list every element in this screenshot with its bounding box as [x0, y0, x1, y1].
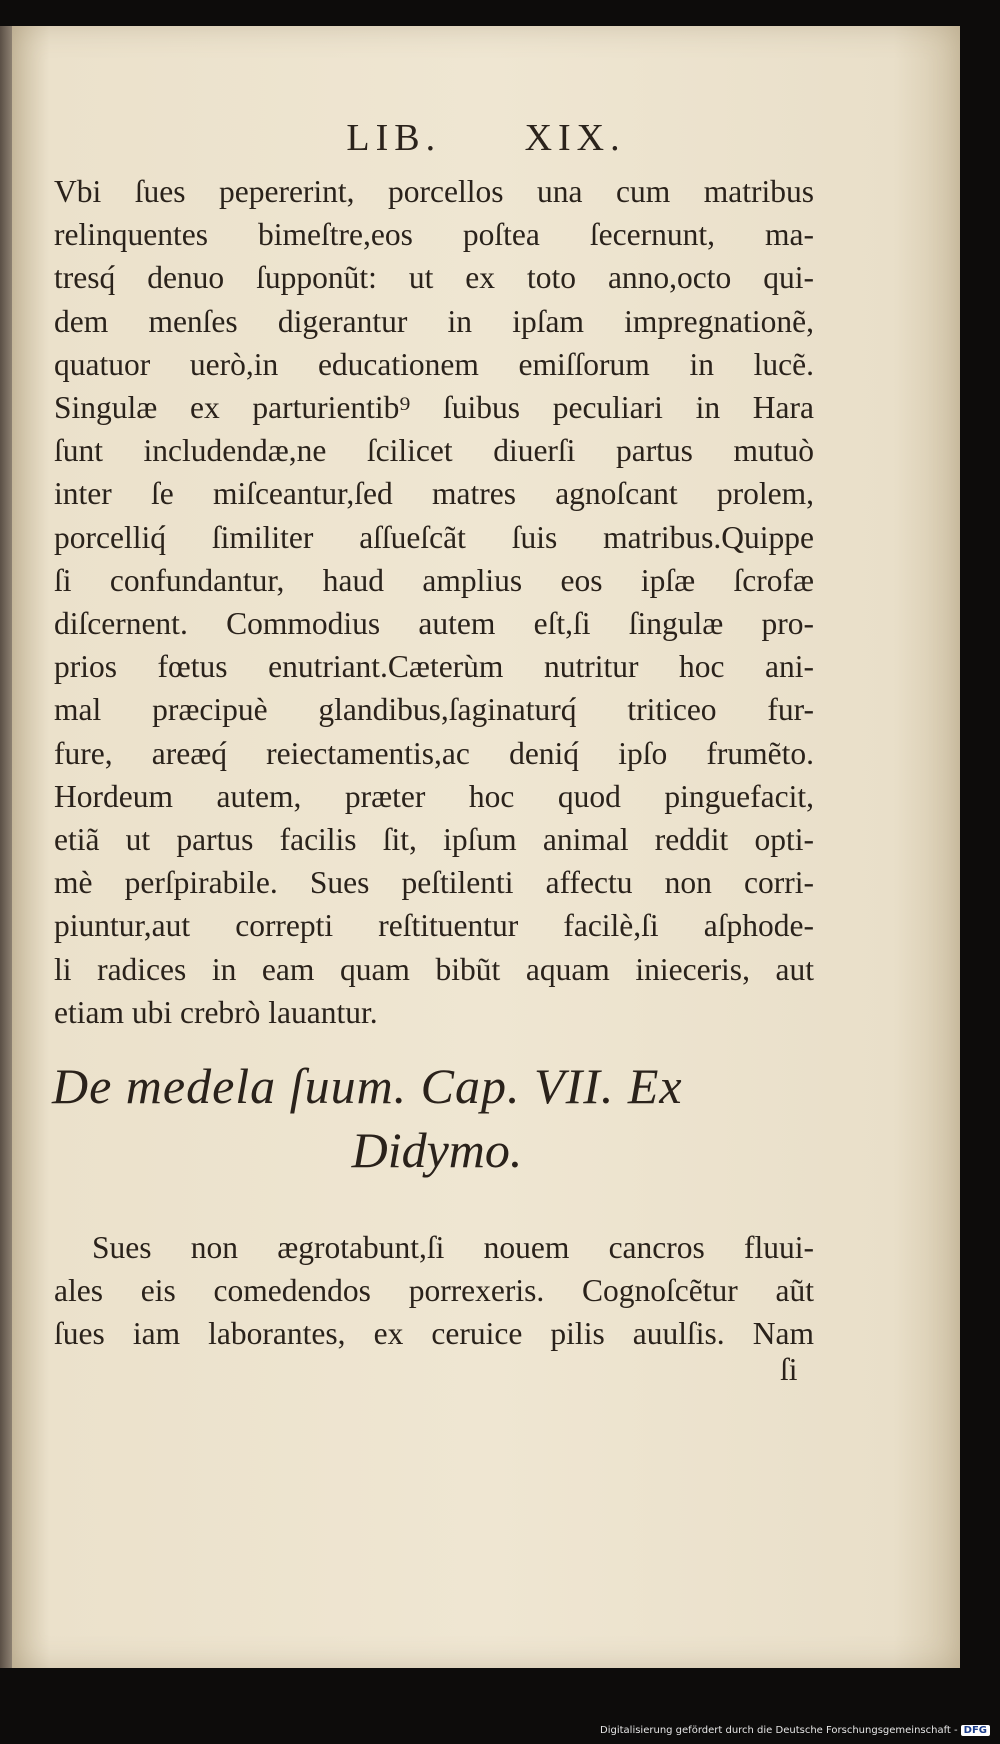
- text-line: ſues iam laborantes, ex ceruice pilis auulſis. Nam: [54, 1316, 814, 1352]
- chapter-heading: [52, 1054, 822, 1182]
- text-line: Singulæ ex parturientib⁹ ſuibus peculiari in Hara: [54, 390, 814, 426]
- text-line: etiam ubi crebrò lauantur.: [54, 994, 378, 1030]
- text-line: ales eis comedendos porrexeris. Cognoſcẽtur aũt: [54, 1273, 814, 1309]
- text-line: ſunt includendæ,ne ſcilicet diuerſi partus mutuò: [54, 433, 814, 469]
- book-spine-edge: [0, 26, 12, 1668]
- text-line: Sues non ægrotabunt,ſi nouem cancros fluui-: [92, 1230, 814, 1265]
- text-line: prios fœtus enutriant.Cæterùm nutritur hoc ani-: [54, 649, 814, 685]
- text-line: piuntur,aut correpti reſtituentur facilè,ſi aſphode-: [54, 908, 814, 944]
- dfg-logo: DFG: [961, 1725, 990, 1736]
- text-line: Hordeum autem, præter hoc quod pinguefacit,: [54, 778, 814, 814]
- text-line: mè perſpirabile. Sues peſtilenti affectu non corri-: [54, 865, 814, 901]
- catchword: ſi: [780, 1352, 798, 1387]
- running-header: [12, 116, 960, 160]
- header-book-label: LIB.: [346, 117, 442, 159]
- text-line: etiã ut partus facilis ſit, ipſum animal reddit opti-: [54, 822, 814, 858]
- text-line: diſcernent. Commodius autem eſt,ſi ſingulæ pro-: [54, 606, 814, 642]
- text-line: fure, areæq́ reiectamentis,ac deniq́ ipſo frumẽto.: [54, 735, 814, 771]
- chapter-heading-line-1: De medela ſuum. Cap. VII. Ex: [52, 1058, 683, 1114]
- text-line: porcelliq́ ſimiliter aſſueſcãt ſuis matribus.Quippe: [54, 519, 814, 555]
- text-line: Vbi ſues pepererint, porcellos una cum matribus: [54, 174, 814, 209]
- paragraph-1: [54, 170, 814, 1034]
- text-line: relinquentes bimeſtre,eos poſtea ſecernunt, ma-: [54, 217, 814, 253]
- chapter-heading-line-2: Didymo.: [351, 1122, 523, 1178]
- text-line: mal præcipuè glandibus,ſaginaturq́ triticeo fur-: [54, 692, 814, 728]
- text-line: li radices in eam quam bibũt aquam inieceris, aut: [54, 951, 814, 987]
- paragraph-2: [54, 1226, 814, 1356]
- text-line: ſi confundantur, haud amplius eos ipſæ ſcrofæ: [54, 562, 814, 598]
- text-line: tresq́ denuo ſupponũt: ut ex toto anno,octo qui-: [54, 260, 814, 296]
- text-line: quatuor uerò,in educationem emiſſorum in lucẽ.: [54, 346, 814, 382]
- text-line: inter ſe miſceantur,ſed matres agnoſcant prolem,: [54, 476, 814, 512]
- text-line: dem menſes digerantur in ipſam impregnationẽ,: [54, 303, 814, 339]
- book-page: [12, 26, 960, 1668]
- header-book-number: XIX.: [524, 117, 626, 159]
- digitization-credit: [600, 1725, 990, 1736]
- credit-text: Digitalisierung gefördert durch die Deutsche Forschungsgemeinschaft -: [600, 1725, 958, 1736]
